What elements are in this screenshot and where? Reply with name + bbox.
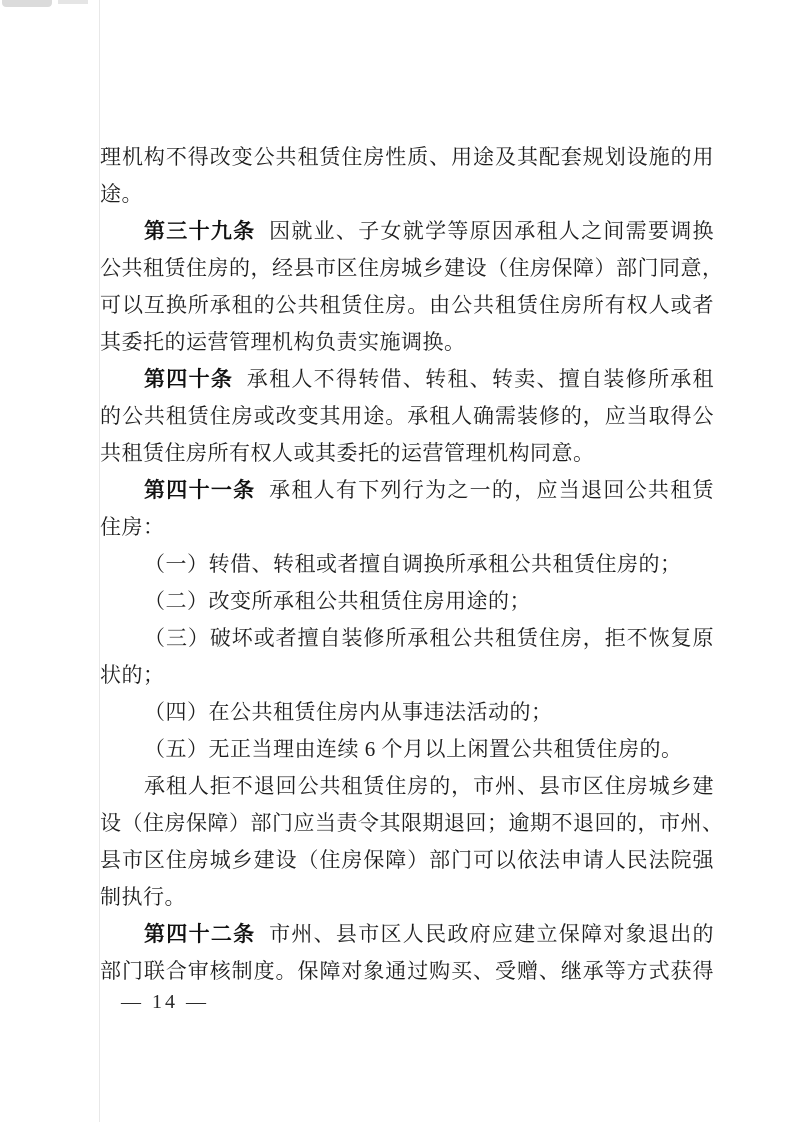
text-line: （二）改变所承租公共租赁住房用途的； [144,589,531,613]
text-line: 制执行。 [100,885,186,909]
text-line: 设（住房保障）部门应当责令其限期退回；逾期不退回的，市州、 [100,811,724,835]
text-line: 第四十条 承租人不得转借、转租、转卖、擅自装修所承租 [144,367,715,391]
text-line: （三）破坏或者擅自装修所承租公共租赁住房，拒不恢复原 [144,626,714,650]
text-line: 住房： [100,515,165,539]
text-line: （一）转借、转租或者擅自调换所承租公共租赁住房的； [144,552,682,576]
page-number: — 14 — [121,991,209,1013]
text-line: （五）无正当理由连续 6 个月以上闲置公共租赁住房的。 [144,737,683,761]
text-line: 第四十二条 市州、县市区人民政府应建立保障对象退出的 [144,922,715,946]
document-body [100,139,724,990]
text-line: 理机构不得改变公共租赁住房性质、用途及其配套规划设施的用 [100,145,714,169]
text-line: 途。 [100,182,143,206]
text-line: 状的； [100,663,165,687]
article-number-label: 第四十一条 [144,478,256,502]
scan-artifact-smudge [2,0,52,7]
text-line: 共租赁住房所有权人或其委托的运营管理机构同意。 [100,441,595,465]
text-line: 其委托的运营管理机构负责实施调换。 [100,330,466,354]
text-line: 县市区住房城乡建设（住房保障）部门可以依法申请人民法院强 [100,848,714,872]
text-line: 可以互换所承租的公共租赁住房。由公共租赁住房所有权人或者 [100,293,714,317]
text-line: 的公共租赁住房或改变其用途。承租人确需装修的，应当取得公 [100,404,714,428]
text-line: 部门联合审核制度。保障对象通过购买、受赠、继承等方式获得 [100,959,714,983]
article-number-label: 第四十二条 [144,922,256,946]
text-line: （四）在公共租赁住房内从事违法活动的； [144,700,553,724]
text-line: 第四十一条 承租人有下列行为之一的，应当退回公共租赁 [144,478,715,502]
article-number-label: 第三十九条 [144,219,256,243]
article-number-label: 第四十条 [144,367,234,391]
text-line: 公共租赁住房的，经县市区住房城乡建设（住房保障）部门同意， [100,256,724,280]
scan-artifact-smudge [58,0,88,4]
text-line: 第三十九条 因就业、子女就学等原因承租人之间需要调换 [144,219,715,243]
text-line: 承租人拒不退回公共租赁住房的，市州、县市区住房城乡建 [144,774,714,798]
